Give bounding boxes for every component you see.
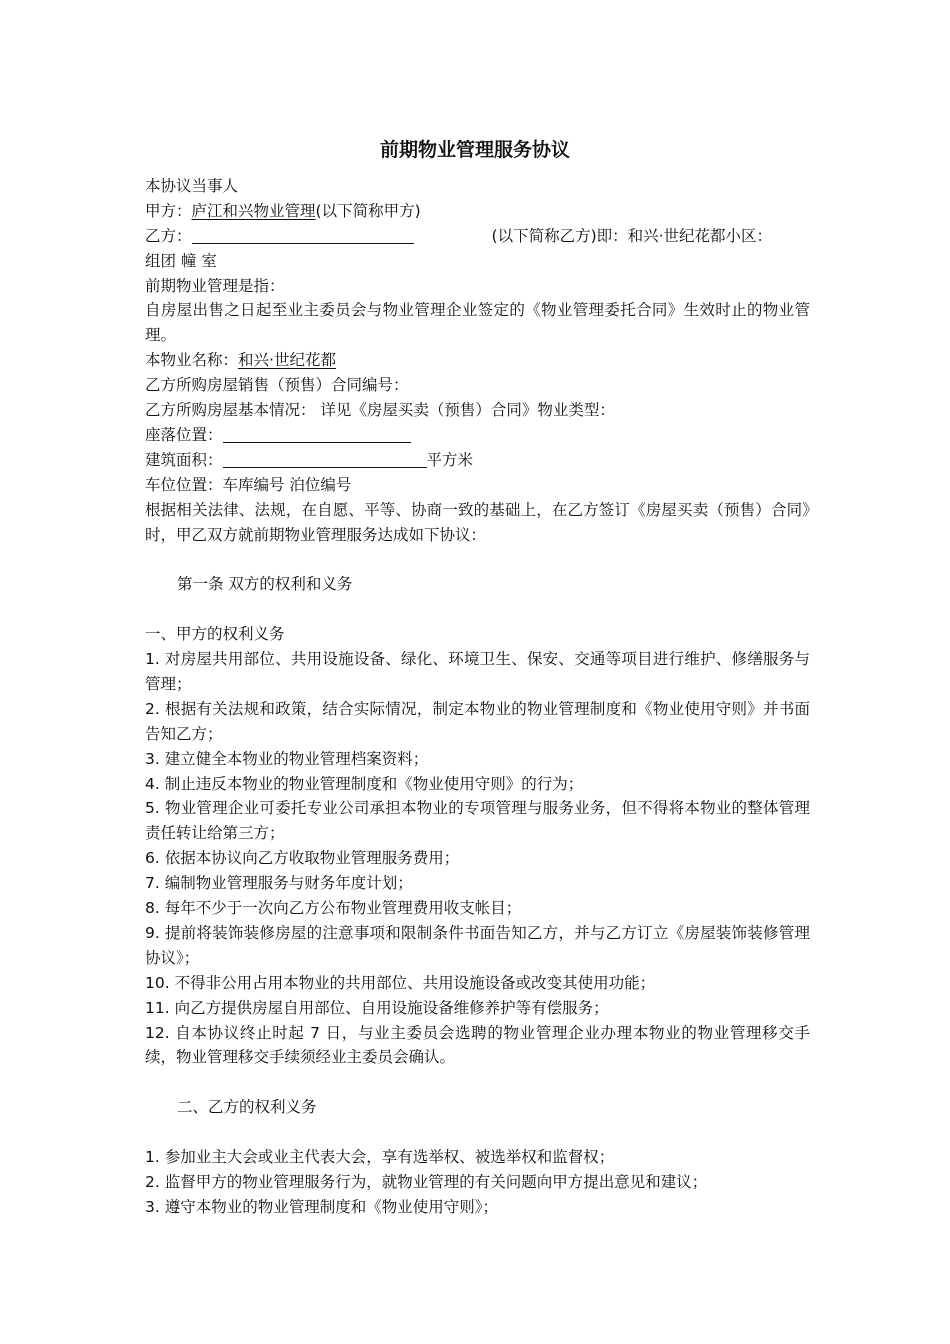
property-name-value: 和兴·世纪花都 bbox=[238, 351, 336, 370]
definition-heading: 前期物业管理是指： bbox=[145, 276, 285, 295]
section-b-item: 1. 参加业主大会或业主代表大会，享有选举权、被选举权和监督权； bbox=[145, 1148, 615, 1167]
article-1-heading: 第一条 双方的权利和义务 bbox=[177, 575, 353, 594]
area-blank bbox=[223, 450, 427, 468]
contract-number-line: 乙方所购房屋销售（预售）合同编号： bbox=[145, 376, 409, 395]
section-b-item: 2. 监督甲方的物业管理服务行为，就物业管理的有关问题向甲方提出意见和建议； bbox=[145, 1172, 708, 1191]
section-b-heading: 二、乙方的权利义务 bbox=[177, 1098, 317, 1117]
location-line bbox=[145, 423, 810, 448]
party-a-line bbox=[145, 199, 810, 224]
property-name-label: 本物业名称： bbox=[145, 351, 239, 370]
document-body bbox=[145, 174, 810, 1220]
document-title: 前期物业管理服务协议 bbox=[379, 139, 570, 161]
section-a-heading: 一、甲方的权利义务 bbox=[145, 625, 285, 644]
party-b-label: 乙方： bbox=[145, 226, 192, 245]
party-a-suffix: (以下简称甲方) bbox=[315, 201, 421, 220]
section-a-item: 11. 向乙方提供房屋自用部位、自用设施设备维修养护等有偿服务； bbox=[145, 998, 609, 1017]
party-a-label: 甲方： bbox=[145, 201, 192, 220]
section-a-item: 6. 依据本协议向乙方收取物业管理服务费用； bbox=[145, 849, 460, 868]
party-b-name-blank bbox=[192, 226, 414, 244]
area-unit: 平方米 bbox=[426, 450, 474, 469]
basic-info-line: 乙方所购房屋基本情况： 详见《房屋买卖（预售）合同》物业类型： bbox=[145, 401, 615, 420]
section-a-item: 7. 编制物业管理服务与财务年度计划； bbox=[145, 874, 413, 893]
section-a-item: 3. 建立健全本物业的物业管理档案资料； bbox=[145, 749, 429, 768]
section-a-item: 12. 自本协议终止时起 7 日，与业主委员会选聘的物业管理企业办理本物业的物业管理移交手续，物业管理移交手续须经业主委员会确认。 bbox=[145, 1023, 810, 1067]
property-name-line bbox=[145, 348, 810, 373]
location-blank bbox=[223, 425, 411, 443]
section-a-item: 9. 提前将装饰装修房屋的注意事项和限制条件书面告知乙方，并与乙方订立《房屋装饰装修管理协议》； bbox=[145, 923, 810, 967]
section-a-item: 1. 对房屋共用部位、共用设施设备、绿化、环境卫生、保安、交通等项目进行维护、修缮服务与管理； bbox=[145, 649, 810, 693]
parking-line: 车位位置：车库编号 泊位编号 bbox=[145, 475, 352, 494]
parties-heading: 本协议当事人 bbox=[145, 177, 239, 195]
party-b-suffix: (以下简称乙方)即：和兴·世纪花都小区： bbox=[491, 226, 773, 245]
party-b-line bbox=[145, 224, 810, 249]
section-a-item: 4. 制止违反本物业的物业管理制度和《物业使用守则》的行为； bbox=[145, 774, 584, 793]
preamble-paragraph: 根据相关法律、法规，在自愿、平等、协商一致的基础上，在乙方签订《房屋买卖（预售）合同》时，甲乙双方就前期物业管理服务达成如下协议： bbox=[145, 500, 810, 544]
section-a-item: 8. 每年不少于一次向乙方公布物业管理费用收支帐目； bbox=[145, 899, 522, 918]
section-a-item: 10. 不得非公用占用本物业的共用部位、共用设施设备或改变其使用功能； bbox=[145, 973, 656, 992]
area-label: 建筑面积： bbox=[145, 450, 223, 469]
section-a-item: 2. 根据有关法规和政策，结合实际情况，制定本物业的物业管理制度和《物业使用守则》并书面告知乙方； bbox=[145, 699, 810, 743]
party-a-name: 庐江和兴物业管理 bbox=[191, 201, 316, 220]
area-line bbox=[145, 448, 810, 473]
section-a-item: 5. 物业管理企业可委托专业公司承担本物业的专项管理与服务业务，但不得将本物业的整体管理责任转让给第三方； bbox=[145, 799, 810, 843]
party-b-unit-line: 组团 幢 室 bbox=[145, 251, 217, 270]
definition-text: 自房屋出售之日起至业主委员会与物业管理企业签定的《物业管理委托合同》生效时止的物业管理。 bbox=[145, 301, 810, 345]
location-label: 座落位置： bbox=[145, 425, 223, 444]
section-b-item: 3. 遵守本物业的物业管理制度和《物业使用守则》； bbox=[145, 1197, 498, 1216]
